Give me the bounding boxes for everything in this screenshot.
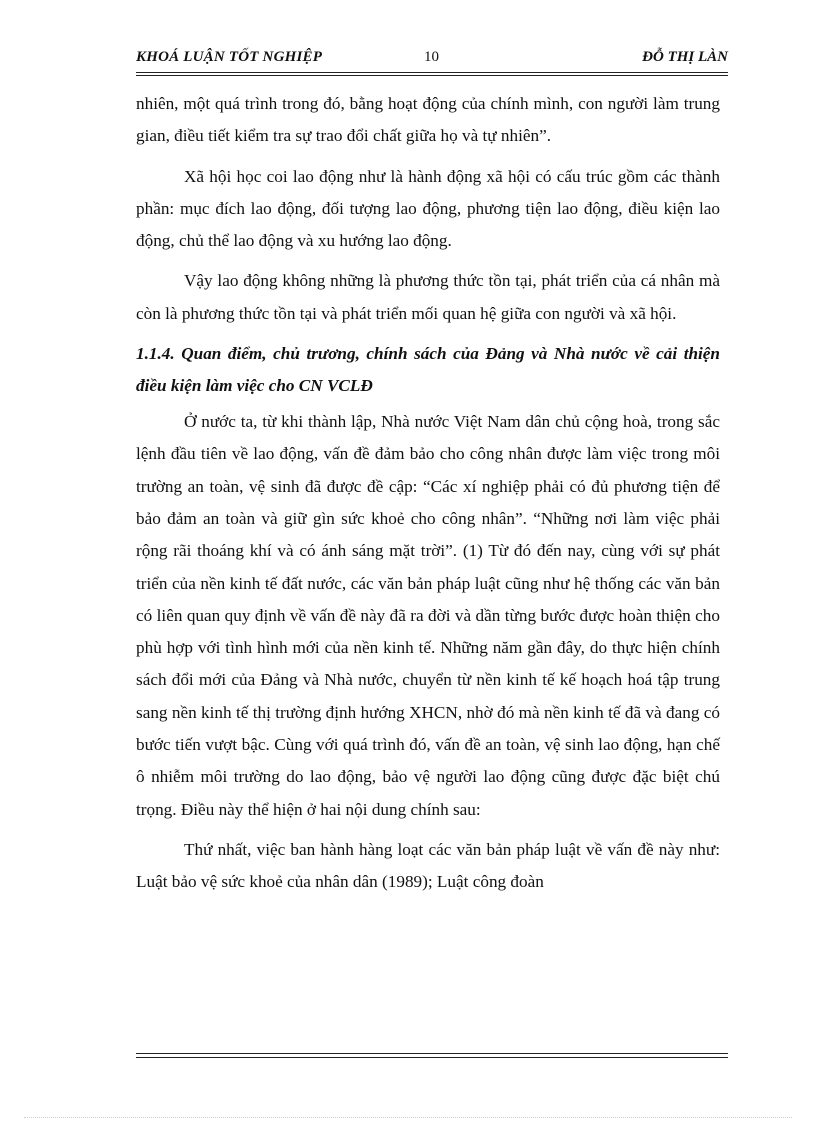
- footer-rule-2: [136, 1057, 728, 1058]
- header-page-number: 10: [424, 49, 439, 65]
- page-edge-line: [24, 1117, 792, 1118]
- page-body: [136, 88, 720, 907]
- page-header: [136, 47, 728, 71]
- header-author-name: ĐỖ THỊ LÀN: [642, 49, 728, 65]
- paragraph-vietnam-policy: Ở nước ta, từ khi thành lập, Nhà nước Việt Nam dân chủ cộng hoà, trong sắc lệnh đầu tiên về lao động, vấn đề đảm bảo cho công nhân được làm việc trong môi trường an toàn, vệ sinh đã được đề cập: “Các xí nghiệp phải có đủ phương tiện để bảo đảm an toàn và giữ gìn sức khoẻ cho công nhân”. “Những nơi làm việc phải rộng rãi thoáng khí và có ánh sáng mặt trời”. (1) Từ đó đến nay, cùng với sự phát triển của nền kinh tế đất nước, các văn bản pháp luật cũng như hệ thống các văn bản có liên quan quy định về vấn đề này đã ra đời và dần từng bước được hoàn thiện cho phù hợp với tình hình mới của nền kinh tế. Những năm gần đây, do thực hiện chính sách đổi mới của Đảng và Nhà nước, chuyển từ nền kinh tế kế hoạch hoá tập trung sang nền kinh tế thị trường định hướng XHCN, nhờ đó mà nền kinh tế đã và đang có bước tiến vượt bậc. Cùng với quá trình đó, vấn đề an toàn, vệ sinh lao động, hạn chế ô nhiễm môi trường do lao động, bảo vệ người lao động cũng được đặc biệt chú trọng. Điều này thể hiện ở hai nội dung chính sau:: [136, 412, 720, 819]
- section-heading-1-1-4: 1.1.4. Quan điểm, chủ trương, chính sách của Đảng và Nhà nước về cải thiện điều kiện làm việc cho CN VCLĐ: [136, 344, 720, 396]
- footer-rule-1: [136, 1053, 728, 1054]
- paragraph-continuation: nhiên, một quá trình trong đó, bằng hoạt động của chính mình, con người làm trung gian, điều tiết kiểm tra sự trao đổi chất giữa họ và tự nhiên”.: [136, 94, 720, 146]
- paragraph-sociology-labor: Xã hội học coi lao động như là hành động xã hội có cấu trúc gồm các thành phần: mục đích lao động, đối tượng lao động, phương tiện lao động, điều kiện lao động, chủ thể lao động và xu hướng lao động.: [136, 166, 720, 251]
- header-rule-2: [136, 75, 728, 76]
- header-thesis-title: KHOÁ LUẬN TỐT NGHIỆP: [136, 49, 323, 65]
- header-rule-1: [136, 72, 728, 73]
- paragraph-first-point: Thứ nhất, việc ban hành hàng loạt các văn bản pháp luật về vấn đề này như: Luật bảo vệ sức khoẻ của nhân dân (1989); Luật công đoàn: [136, 839, 720, 892]
- paragraph-labor-existence: Vậy lao động không những là phương thức tồn tại, phát triển của cá nhân mà còn là phương thức tồn tại và phát triển mối quan hệ giữa con người và xã hội.: [136, 271, 720, 323]
